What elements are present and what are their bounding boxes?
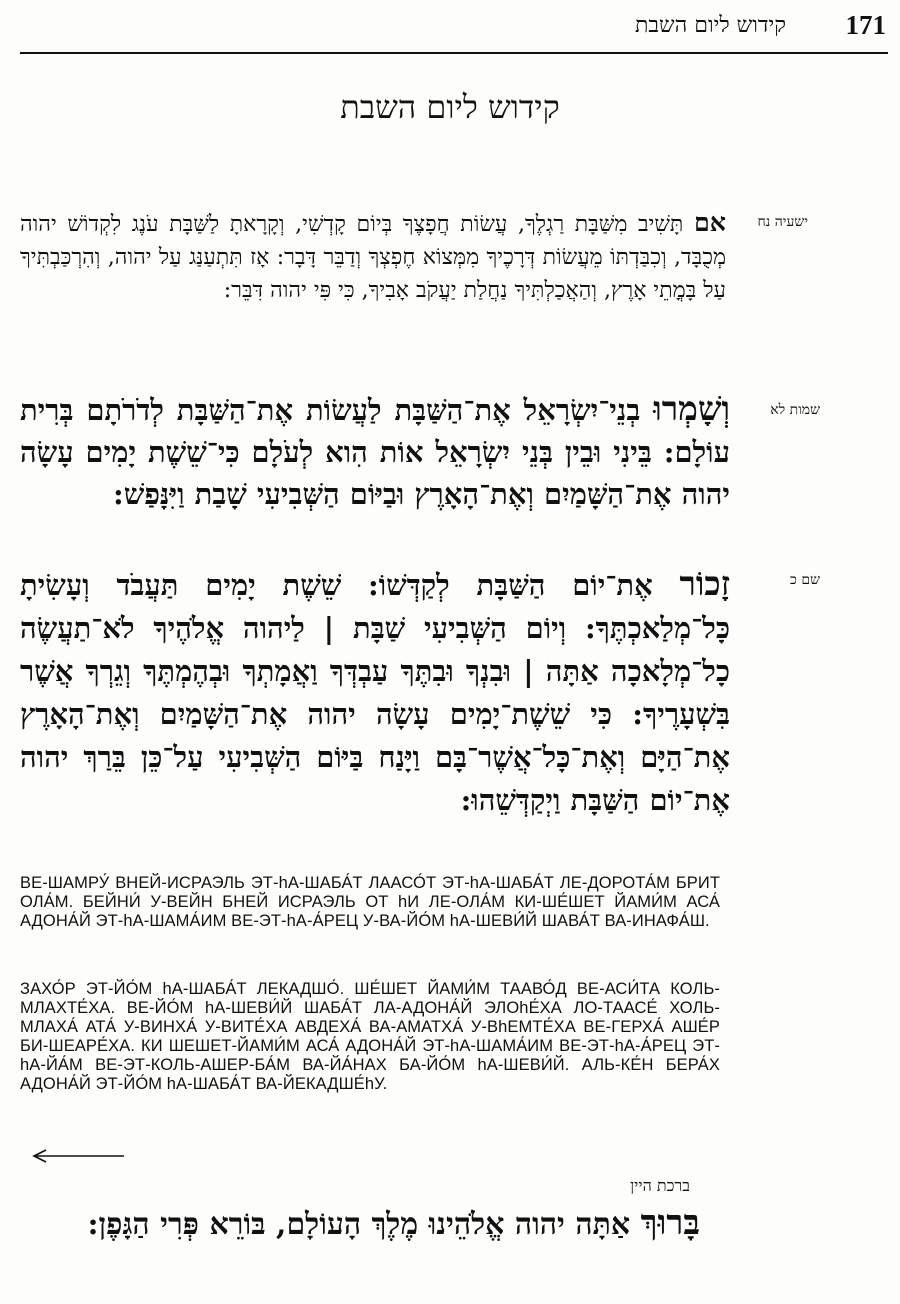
blessing-label: ברכת היין [630, 1176, 690, 1195]
source-shemot-31: שמות לא [770, 402, 820, 418]
page-number: 171 [845, 10, 886, 40]
isaiah-text: תָּשִׁיב מִשַּׁבָּת רַגְלֶךָ, עֲשׂוֹת חֲפָצֶךָ בְּיוֹם קָדְשִׁי, וְקָרָאתָ לַשַּׁבָּת עֹנֶג לִקְדוֹשׁ יהוה מְכֻבָּד, וְכִבַּדְתּוֹ מֵעֲשׂוֹת דְּרָכֶיךָ מִמְּצוֹא חֶפְצְךָ וְדַבֵּר דָּבָר: אָז תִּתְעַנַּג עַל יהוה, וְהִרְכַּבְתִּיךָ עַל בָּמֳתֵי אָרֶץ, וְהַאֲכַלְתִּיךָ נַחֲלַת יַעֲקֹב אָבִיךָ, כִּי פִּי יהוה דִּבֵּר: [20, 212, 726, 303]
blessing-text: אַתָּה יהוה אֱלֹהֵינוּ מֶלֶךְ הָעוֹלָם, בּוֹרֵא פְּרִי הַגָּפֶן: [87, 1207, 631, 1242]
veshamru-text: בְנֵי־יִשְׂרָאֵל אֶת־הַשַּׁבָּת לַעֲשׂוֹת אֶת־הַשַּׁבָּת לְדֹרֹתָם בְּרִית עוֹלָם: בֵּינִי וּבֵין בְּנֵי יִשְׂרָאֵל אוֹת הִוא לְעֹלָם כִּי־שֵׁשֶׁת יָמִים עָשָׂה יהוה אֶת־הַשָּׁמַיִם וְאֶת־הָאָרֶץ וּבַיּוֹם הַשְּׁבִיעִי שָׁבַת וַיִּנָּפַשׁ: [20, 393, 730, 511]
source-shemot-20: שם כ [790, 572, 820, 588]
veshamru-lead-word: וְשָׁמְרוּ [653, 389, 730, 428]
source-isaiah: ישעיה נח [757, 214, 808, 230]
zachor-passage [20, 562, 730, 822]
section-title: קידוש ליום השבת [340, 88, 560, 126]
zachor-text: אֶת־יוֹם הַשַּׁבָּת לְקַדְּשׁוֹ: שֵׁשֶׁת יָמִים תַּעֲבֹד וְעָשִׂיתָ כָּל־מְלַאכְתֶּךָ: וְיוֹם הַשְּׁבִיעִי שַׁבָּת | לַיהוה אֱלֹהֶיךָ לֹא־תַעֲשֶׂה כָל־מְלָאכָה אַתָּה | וּבִנְךָ וּבִתֶּךָ עַבְדְּךָ וַאֲמָתְךָ וּבְהֶמְתֶּךָ וְגֵרְךָ אֲשֶׁר בִּשְׁעָרֶיךָ: כִּי שֵׁשֶׁת־יָמִים עָשָׂה יהוה אֶת־הַשָּׁמַיִם וְאֶת־הָאָרֶץ אֶת־הַיָּם וְאֶת־כָּל־אֲשֶׁר־בָּם וַיָּנַח בַּיּוֹם הַשְּׁבִיעִי עַל־כֵּן בֵּרַךְ יהוה אֶת־יוֹם הַשַּׁבָּת וַיְקַדְּשֵׁהוּ: [20, 568, 730, 817]
transliteration-veshamru: ВЕ-ШАМРУ́ ВНЕЙ-ИСРАЭЛЬ ЭТ-hА-ШАБА́Т ЛААСО́Т ЭТ-hА-ШАБА́Т ЛЕ-ДОРОТА́М БРИТ ОЛА́М. БЕЙНИ́ У-ВЕЙН БНЕЙ ИСРАЭЛЬ ОТ hИ ЛЕ-ОЛА́М КИ-ШЕ́ШЕТ ЙАМИ́М АСА́ АДОНА́Й ЭТ-hА-ШАМА́ИМ ВЕ-ЭТ-hА-А́РЕЦ У-ВА-ЙО́М hА-ШЕВИ́Й ШАВА́Т ВА-ИНАФА́Ш. [20, 874, 720, 930]
veshamru-passage [20, 388, 730, 515]
isaiah-lead-word: אם [693, 207, 726, 237]
isaiah-passage [20, 206, 726, 307]
transliteration-zachor: ЗАХО́Р ЭТ-ЙО́М hА-ШАБА́Т ЛЕКАДШО́. ШЕ́ШЕТ ЙАМИ́М ТААВО́Д ВЕ-АСИ́ТА КОЛЬ-МЛАХТЕ́ХА. ВЕ-ЙО́М hА-ШЕВИ́Й ШАБА́Т ЛА-АДОНА́Й ЭЛОhЕ́ХА ЛО-ТААСЕ́ ХОЛЬ-МЛАХА́ АТА́ У-ВИНХА́ У-ВИТЕ́ХА АВДЕХА́ ВА-АМАТХА́ У-ВhЕМТЕ́ХА ВЕ-ГЕРХА́ АШЕ́Р БИ-ШЕАРЕ́ХА. КИ ШЕШЕТ-ЙАМИ́М АСА́ АДОНА́Й ЭТ-hА-ШАМА́ИМ ВЕ-ЭТ-hА-А́РЕЦ ЭТ-hА-ЙА́М ВЕ-ЭТ-КОЛЬ-АШЕР-БА́М ВА-ЙА́НАХ БА-ЙО́М hА-ШЕВИ́Й. АЛЬ-КЕ́Н БЕРА́Х АДОНА́Й ЭТ-ЙО́М hА-ШАБА́Т ВА-ЙЕКАДШЕ́hУ. [20, 980, 720, 1093]
blessing-lead-word: בָּרוּךְ [640, 1203, 700, 1243]
left-arrow-icon [30, 1148, 126, 1164]
zachor-lead-word: זָכוֹר [679, 564, 730, 603]
running-title: קידוש ליום השבת [635, 13, 786, 38]
wine-blessing [20, 1200, 700, 1248]
header-rule [20, 52, 888, 54]
